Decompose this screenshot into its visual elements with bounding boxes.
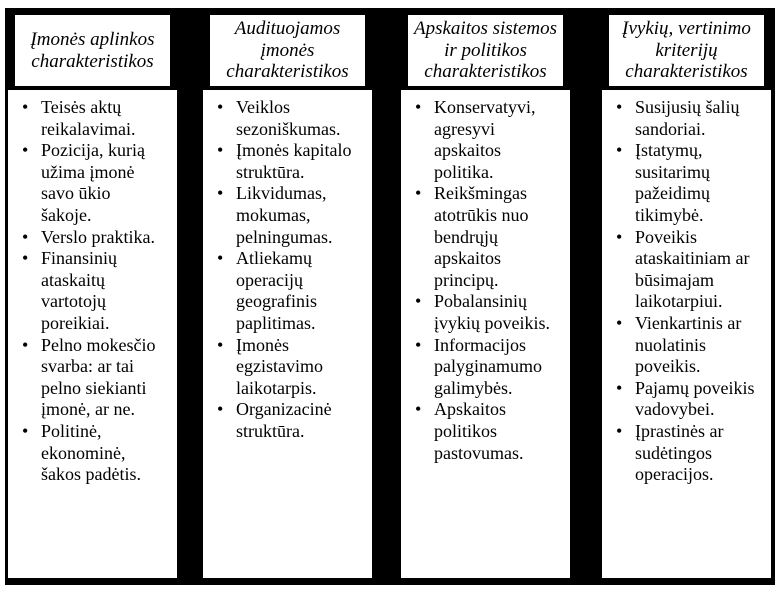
bullet-item [213,183,360,248]
bullet-text: Finansinių ataskaitų vartotojų poreikiai. [41,248,118,333]
bullet-item [213,399,360,442]
column-audited-company [201,8,374,585]
bullet-text: Politinė, ekonominė, šakos padėtis. [41,420,141,485]
bullet-text: Pobalansinių įvykių poveikis. [434,291,550,333]
bullet-icon: • [616,377,623,398]
bullet-item [213,97,360,140]
bullet-item [18,227,165,249]
bullet-text: Organizacinė struktūra. [236,399,332,441]
bullet-item [612,140,759,226]
column-company-environment [6,8,179,585]
bullet-text: Įmonės kapitalo struktūra. [236,140,352,182]
bullet-text: Apskaitos politikos pastovumas. [434,399,524,463]
bullet-icon: • [217,248,224,269]
bullet-icon: • [415,334,422,355]
bullet-icon: • [616,420,623,441]
column-header-label: Įvykių, vertinimo kriterijų charakteristikos [622,17,751,83]
bullet-icon: • [415,291,422,312]
bullet-text: Įprastinės ar sudėtingos operacijos. [635,420,724,485]
bullet-icon: • [22,334,29,355]
column-header-audited-company [208,13,367,88]
bullet-text: Įstatymų, susitarimų pažeidimų tikimybė. [635,140,710,225]
bullet-item [18,335,165,421]
bullet-icon: • [217,399,224,420]
bullet-text: Įmonės egzistavimo laikotarpis. [236,334,323,398]
bullet-icon: • [616,97,623,117]
bullet-icon: • [22,140,29,161]
bullet-text: Reikšmingas atotrūkis nuo bendrųjų apskaitos principų. [434,183,529,290]
bullet-text: Teisės aktų reikalavimai. [41,97,136,139]
bullet-text: Pajamų poveikis vadovybei. [635,377,755,420]
bullet-item [213,248,360,334]
bullet-text: Atliekamų operacijų geografinis paplitimas. [236,248,317,333]
column-events-criteria [600,8,773,585]
bullet-item [612,313,759,378]
bullet-item [612,421,759,486]
bullet-item [213,140,360,183]
bullet-item [411,399,558,464]
bullet-text: Informacijos palyginamumo galimybės. [434,334,542,398]
diagram-board [5,8,775,585]
bullet-text: Pozicija, kurią užima įmonė savo ūkio šakoje. [41,140,145,225]
column-body-accounting-system [399,88,572,580]
bullet-icon: • [217,140,224,161]
bullet-icon: • [616,226,623,247]
bullet-list [203,90,372,443]
column-accounting-system [399,8,572,585]
bullet-icon: • [22,420,29,441]
bullet-icon: • [616,140,623,161]
bullet-icon: • [415,399,422,420]
bullet-item [411,335,558,400]
bullet-item [411,97,558,183]
bullet-item [411,183,558,291]
bullet-icon: • [415,97,422,117]
bullet-icon: • [616,312,623,333]
bullet-text: Konservatyvi, agresyvi apskaitos politika. [434,97,536,182]
bullet-item [612,227,759,313]
bullet-icon: • [217,334,224,355]
bullet-icon: • [415,183,422,204]
bullet-text: Vienkartinis ar nuolatinis poveikis. [635,312,742,377]
bullet-text: Susijusių šalių sandoriai. [635,97,740,139]
bullet-icon: • [22,97,29,117]
bullet-icon: • [217,183,224,204]
bullet-icon: • [217,97,224,117]
column-body-company-environment [6,88,179,580]
bullet-item [213,335,360,400]
bullet-text: Pelno mokesčio svarba: ar tai pelno siekianti įmonė, ar ne. [41,334,156,420]
column-header-label: Audituojamos įmonės charakteristikos [226,17,349,83]
column-header-company-environment [13,13,172,88]
bullet-icon: • [22,226,29,247]
bullet-list [8,90,177,486]
bullet-list [401,90,570,464]
column-body-audited-company [201,88,374,580]
column-header-label: Apskaitos sistemos ir politikos charakteristikos [413,17,558,83]
bullet-text: Likvidumas, mokumas, pelningumas. [236,183,333,247]
bullet-item [612,97,759,140]
bullet-text: Veiklos sezoniškumas. [236,97,341,139]
column-header-accounting-system [406,13,565,88]
column-header-events-criteria [607,13,766,88]
column-body-events-criteria [600,88,773,580]
column-header-label: Įmonės aplinkos charakteristikos [30,28,155,72]
bullet-list [602,90,771,486]
bullet-item [612,378,759,421]
bullet-item [18,421,165,486]
bullet-item [18,97,165,140]
bullet-item [18,140,165,226]
bullet-text: Poveikis ataskaitiniam ar būsimajam laikotarpiui. [635,226,750,312]
bullet-text: Verslo praktika. [41,226,155,247]
bullet-item [411,291,558,334]
bullet-icon: • [22,248,29,269]
bullet-item [18,248,165,334]
